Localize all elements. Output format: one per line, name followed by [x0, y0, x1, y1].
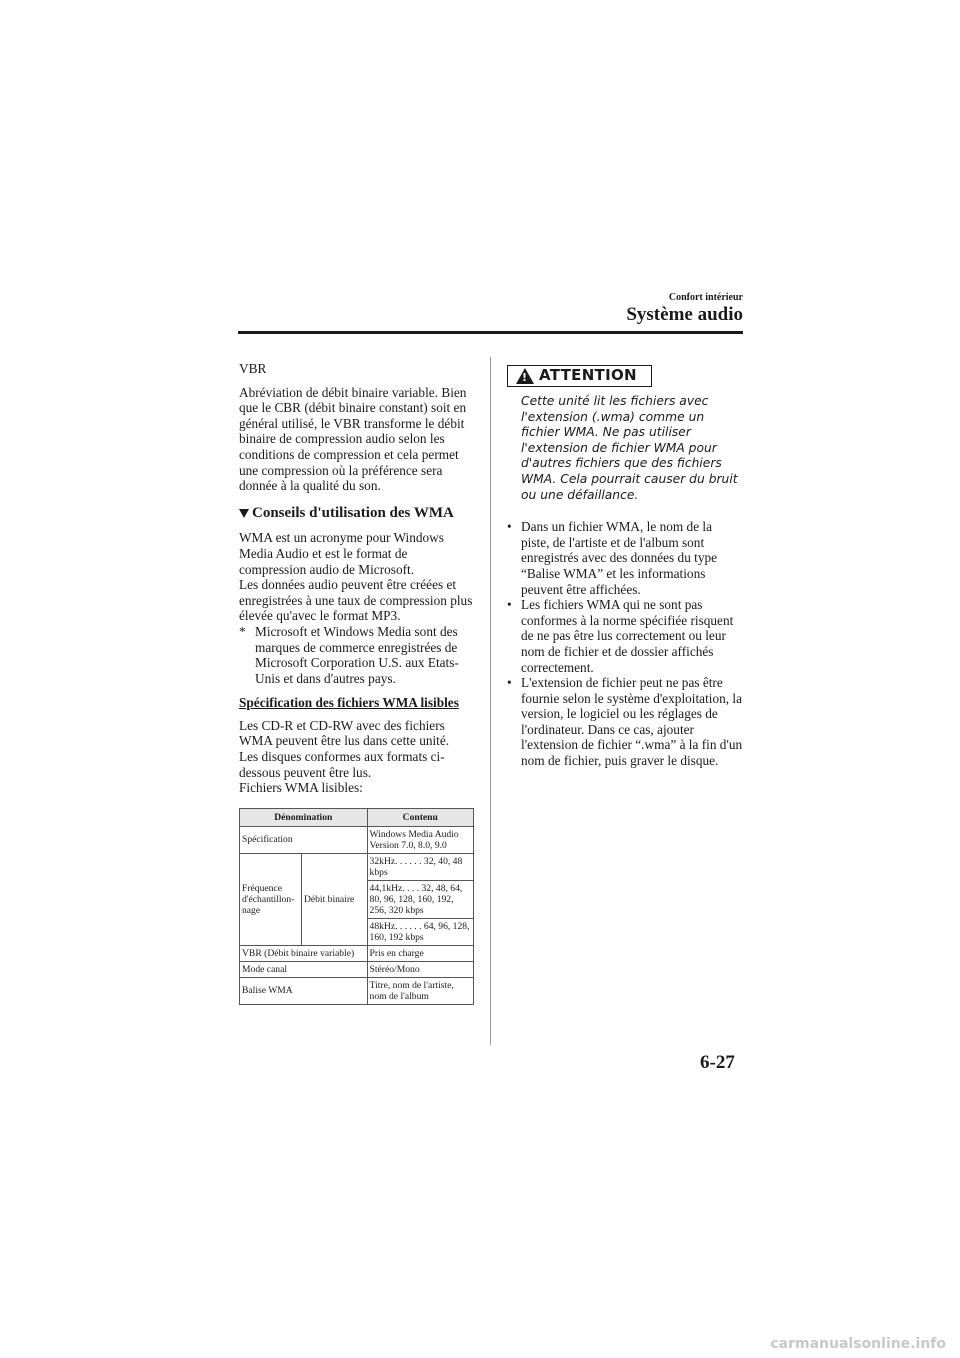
table-cell: Débit binaire: [301, 853, 367, 945]
table-cell: Windows Media Audio Version 7.0, 8.0, 9.0: [367, 826, 473, 853]
table-cell: 48kHz. . . . . . 64, 96, 128, 160, 192 kbps: [367, 918, 473, 945]
spec-paragraph-1: Les CD-R et CD-RW avec des fichiers WMA peuvent être lus dans cette unité.: [239, 717, 450, 749]
watermark: carmanualsonline.info: [770, 1336, 946, 1352]
wma-tips-heading-text: Conseils d'utilisation des WMA: [252, 504, 454, 521]
table-header-row: [240, 808, 474, 826]
table-row: [240, 961, 474, 977]
column-divider: [490, 357, 491, 1045]
table-cell: Mode canal: [240, 961, 368, 977]
table-cell: Balise WMA: [240, 977, 368, 1004]
attention-text: Cette unité lit les fichiers avec l'extension (.wma) comme un fichier WMA. Ne pas utiliser l'extension de fichier WMA pour d'autres fichiers que des fichiers WMA. Cela pourrait causer du bruit ou une défaillance.: [521, 394, 738, 502]
spec-paragraph-3: Fichiers WMA lisibles:: [239, 780, 363, 796]
table-header-content: Contenu: [367, 808, 473, 826]
left-column: [239, 361, 475, 1005]
bullet-list: [507, 519, 743, 769]
wma-paragraph-1: WMA est un acronyme pour Windows Media Audio et est le format de compression audio de Microsoft.: [239, 530, 444, 577]
triangle-down-icon: [239, 509, 249, 518]
header-rule: [238, 331, 743, 334]
footnote-text: Microsoft et Windows Media sont des marques de commerce enregistrées de Microsoft Corporation U.S. aux Etats-Unis et dans d'autres pays.: [255, 623, 459, 686]
wma-spec-table: [239, 808, 474, 1005]
table-row: [240, 826, 474, 853]
table-row: [240, 977, 474, 1004]
spec-heading: Spécification des fichiers WMA lisibles: [239, 695, 459, 711]
table-cell: Titre, nom de l'artiste, nom de l'album: [367, 977, 473, 1004]
attention-label: ATTENTION: [539, 366, 637, 385]
table-cell: Fréquence d'échantillon-nage: [240, 853, 302, 945]
table-cell: VBR (Débit binaire variable): [240, 945, 368, 961]
list-item: • L'extension de fichier peut ne pas être fournie selon le système d'exploitation, la version, le logiciel ou les réglages de l'ordinateur. Dans ce cas, ajouter l'extension de fichier “.wma” à la fin d'un nom de fichier, puis graver le disque.: [507, 675, 743, 769]
wma-tips-heading: [239, 506, 475, 522]
table-cell: 32kHz. . . . . . 32, 40, 48 kbps: [367, 853, 473, 880]
page-number: 6-27: [700, 1052, 735, 1073]
page-title: Système audio: [626, 304, 743, 325]
vbr-heading: VBR: [239, 361, 267, 376]
list-item: • Dans un fichier WMA, le nom de la piste, de l'artiste et de l'album sont enregistrés avec des données du type “Balise WMA” et les informations peuvent être affichées.: [507, 519, 743, 597]
table-cell: 44,1kHz. . . . 32, 48, 64, 80, 96, 128, 160, 192, 256, 320 kbps: [367, 880, 473, 918]
table-cell: Spécification: [240, 826, 368, 853]
spec-paragraph-2: Les disques conformes aux formats ci-dessous peuvent être lus.: [239, 749, 445, 780]
vbr-paragraph: Abréviation de débit binaire variable. Bien que le CBR (débit binaire constant) soit en général utilisé, le VBR transforme le débit binaire de compression audio selon les conditions de compression et cela permet une compression où la préférence sera donnée à la qualité du son.: [239, 384, 467, 494]
table-row: [240, 853, 474, 880]
section-kicker: Confort intérieur: [668, 292, 743, 303]
wma-paragraph-2: Les données audio peuvent être créées et enregistrées à une taux de compression plus élevée qu'avec le format MP3.: [239, 577, 473, 624]
attention-box: [507, 365, 652, 387]
list-item: • Les fichiers WMA qui ne sont pas conformes à la norme spécifiée risquent de ne pas être lus correctement ou leur nom de fichier et de dossier affichés correctement.: [507, 597, 743, 675]
warning-icon: [516, 368, 534, 384]
footnote: [239, 624, 475, 686]
footnote-mark: *: [239, 623, 246, 639]
table-cell: Stéréo/Mono: [367, 961, 473, 977]
table-row: [240, 945, 474, 961]
right-column: [507, 365, 743, 769]
table-cell: Pris en charge: [367, 945, 473, 961]
table-header-name: Dénomination: [240, 808, 368, 826]
